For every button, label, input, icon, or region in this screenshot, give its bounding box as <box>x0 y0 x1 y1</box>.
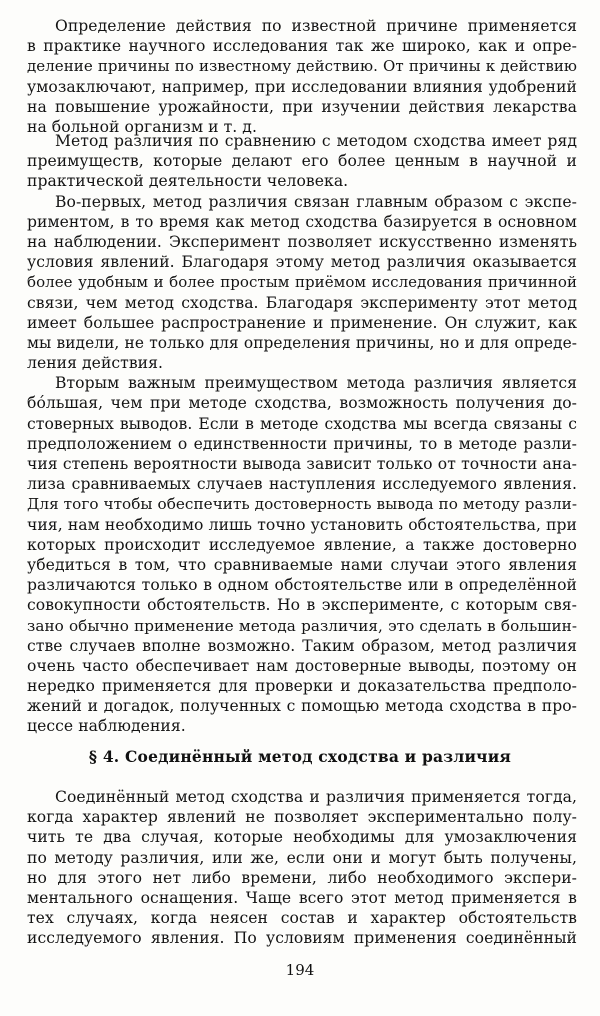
text-line: Определение действия по известной причине применяется <box>55 17 577 35</box>
text-line: стоверных выводов. Если в методе сходства мы всегда связаны с <box>27 414 577 433</box>
text-line: очень часто обеспечивает нам достоверные выводы, поэтому он <box>27 656 577 675</box>
text-line: предположением о единственности причины, то в методе разли- <box>27 434 577 453</box>
text-line: имеет большее распространение и применение. Он служит, как <box>27 313 577 332</box>
text-line: Во-первых, метод различия связан главным образом с экспе- <box>55 192 577 211</box>
text-line: зано обычно применение метода различия, это сделать в большин- <box>27 616 577 635</box>
text-line: цессе наблюдения. <box>27 717 186 736</box>
text-line: преимуществ, которые делают его более ценным в научной и <box>27 152 577 171</box>
section-heading: § 4. Соединённый метод сходства и различия <box>88 747 512 766</box>
text-line: но для этого нет либо времени, либо необходимого экспери- <box>27 868 577 887</box>
text-line: на больной организм и т. д. <box>27 117 257 136</box>
text-line: когда характер явлений не позволяет экспериментально полу- <box>27 808 577 827</box>
text-line: Метод различия по сравнению с методом сходства имеет ряд <box>55 132 577 150</box>
text-line: совокупности обстоятельств. Но в эксперименте, с которым свя- <box>27 596 577 615</box>
paragraph-group-middle <box>27 131 577 737</box>
text-line: бóльшая, чем при методе сходства, возможность получения до- <box>27 394 577 413</box>
text-line: нередко применяется для проверки и доказательства предполо- <box>27 677 577 696</box>
text-line: убедиться в том, что сравниваемые нами случаи этого явления <box>27 555 577 574</box>
paragraph-group-top <box>27 16 577 137</box>
text-line: на повышение урожайности, при изучении действия лекарства <box>27 97 577 116</box>
text-line: более удобным и более простым приёмом исследования причинной <box>27 273 577 292</box>
text-line: различаются только в одном обстоятельстве или в определённой <box>27 576 577 595</box>
text-line: лиза сравниваемых случаев наступления исследуемого явления. <box>27 475 577 494</box>
text-line: ментального оснащения. Чаще всего этот метод применяется в <box>27 888 577 907</box>
text-line: риментом, в то время как метод сходства базируется в основном <box>27 212 577 231</box>
text-line: исследуемого явления. По условиям применения соединённый <box>27 929 577 948</box>
text-line: на наблюдении. Эксперимент позволяет искусственно изменять <box>27 232 577 251</box>
text-line: Для того чтобы обеспечить достоверность вывода по методу разли- <box>27 495 577 514</box>
text-line: тех случаях, когда неясен состав и характер обстоятельств <box>27 909 577 928</box>
text-line: условия явлений. Благодаря этому метод различия оказывается <box>27 253 577 272</box>
text-line: чить те два случая, которые необходимы для умозаключения <box>27 828 577 847</box>
text-line: ления действия. <box>27 354 164 373</box>
text-line: чия, нам необходимо лишь точно установить обстоятельства, при <box>27 515 577 534</box>
text-line: Соединённый метод сходства и различия применяется тогда, <box>55 788 577 806</box>
text-line: стве случаев вполне возможно. Таким образом, метод различия <box>27 636 577 655</box>
text-line: в практике научного исследования так же широко, как и опре- <box>27 37 577 56</box>
text-line: умозаключают, например, при исследовании влияния удобрений <box>27 77 577 96</box>
text-line: жений и догадок, полученных с помощью метода сходства в про- <box>27 697 577 716</box>
text-line: практической деятельности человека. <box>27 172 349 191</box>
text-line: чия степень вероятности вывода зависит только от точности ана- <box>27 455 577 473</box>
text-line: деление причины по известному действию. От причины к действию <box>27 57 577 76</box>
text-line: мы видели, не только для определения причины, но и для опреде- <box>27 333 577 352</box>
text-line: по методу различия, или же, если они и могут быть получены, <box>27 848 577 867</box>
text-line: которых происходит исследуемое явление, а также достоверно <box>27 535 577 554</box>
text-line: связи, чем метод сходства. Благодаря эксперименту этот метод <box>27 293 577 312</box>
page-number: 194 <box>285 961 315 979</box>
paragraph-group-bottom <box>27 787 577 949</box>
text-line: Вторым важным преимуществом метода различия является <box>55 374 577 393</box>
